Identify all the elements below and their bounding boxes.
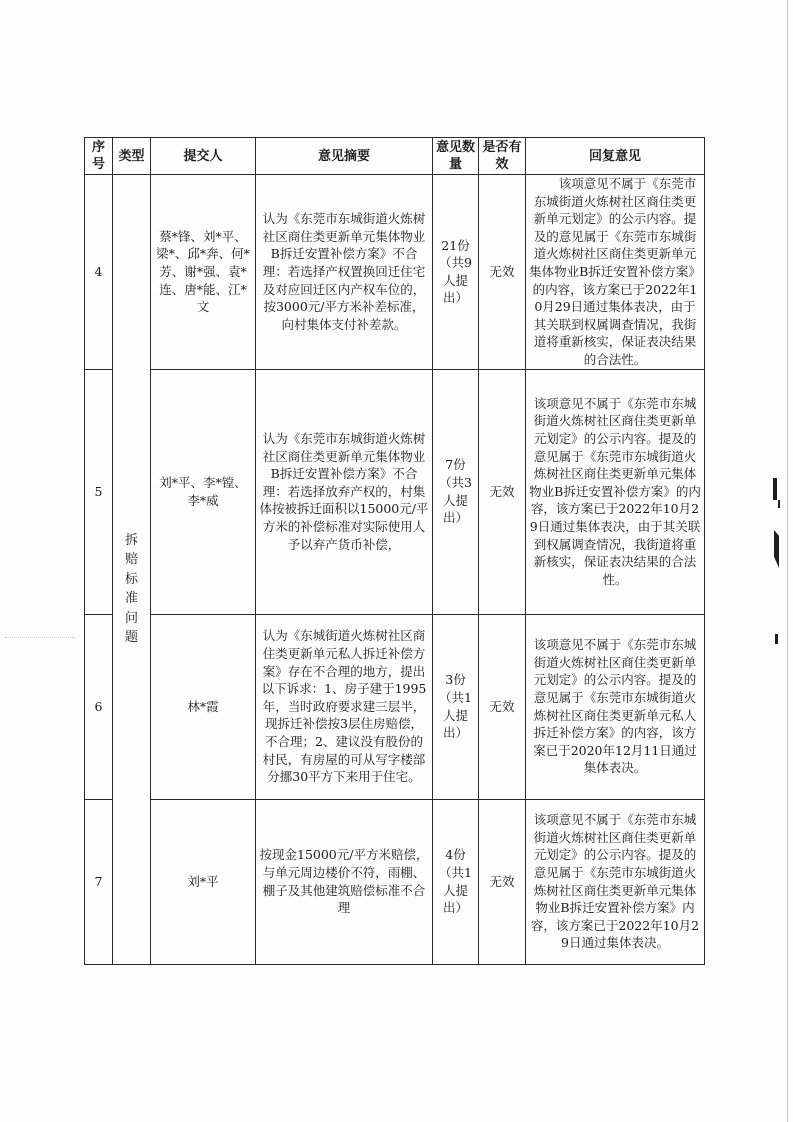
header-valid: 是否有效 xyxy=(479,138,526,175)
row-submitter: 刘*平 xyxy=(151,799,256,964)
table-row xyxy=(85,799,705,964)
row-reply: 该项意见不属于《东莞市东城街道火炼树社区商住类更新单元划定》的公示内容。提及的意见属于《东莞市东城街道火炼树社区商住类更新单元集体物业B拆迁安置补偿方案》内容，该方案已于2022年10月29日通过集体表决。 xyxy=(526,799,705,964)
table-row xyxy=(85,614,705,799)
type-group-label: 拆赔标准问题 xyxy=(124,532,138,646)
type-group-cell xyxy=(113,175,151,965)
row-submitter: 林*霞 xyxy=(151,614,256,799)
row-reply: 该项意见不属于《东莞市东城街道火炼树社区商住类更新单元划定》的公示内容。提及的意见属于《东莞市东城街道火炼树社区商住类更新单元集体物业B拆迁安置补偿方案》的内容，该方案已于2022年10月29日通过集体表决，由于其关联到权属调查情况，我街道将重新核实，保证表决结果的合法性。 xyxy=(526,369,705,614)
seal-fragment-mark xyxy=(774,530,779,568)
row-valid: 无效 xyxy=(479,369,526,614)
public-opinion-table xyxy=(84,137,705,965)
seal-fragment-mark xyxy=(778,500,780,508)
row-count: 21份（共9人提出） xyxy=(433,175,479,370)
table-row xyxy=(85,175,705,370)
row-no: 6 xyxy=(85,614,113,799)
seal-fragment-mark xyxy=(775,634,778,644)
table-header-row xyxy=(85,138,705,175)
row-no: 7 xyxy=(85,799,113,964)
row-count: 4份（共1人提出） xyxy=(433,799,479,964)
header-reply: 回复意见 xyxy=(526,138,705,175)
row-summary: 认为《东莞市东城街道火炼树社区商住类更新单元集体物业B拆迁安置补偿方案》不合理：若选择放弃产权的，村集体按被拆迁面积以15000元/平方米的补偿标准对实际使用人予以弃产货币补偿， xyxy=(256,369,433,614)
page-edge-line xyxy=(787,0,788,1122)
row-valid: 无效 xyxy=(479,614,526,799)
seal-fragment-mark xyxy=(773,478,777,500)
table-row xyxy=(85,369,705,614)
row-valid: 无效 xyxy=(479,175,526,370)
row-summary: 认为《东城街道火炼树社区商住类更新单元私人拆迁补偿方案》存在不合理的地方，提出以下诉求：1、房子建于1995年，当时政府要求建三层半，现拆迁补偿按3层住房赔偿，不合理；2、建议没有股份的村民，有房屋的可从写字楼部分挪30平方下来用于住宅。 xyxy=(256,614,433,799)
row-valid: 无效 xyxy=(479,799,526,964)
header-submitter: 提交人 xyxy=(151,138,256,175)
header-no: 序号 xyxy=(85,138,113,175)
row-reply: 该项意见不属于《东莞市东城街道火炼树社区商住类更新单元划定》的公示内容。提及的意见属于《东莞市东城街道火炼树社区商住类更新单元私人拆迁补偿方案》的内容，该方案已于2020年12月11日通过集体表决。 xyxy=(526,614,705,799)
row-submitter: 刘*平、李*镗、李*威 xyxy=(151,369,256,614)
row-reply-text: 该项意见不属于《东莞市东城街道火炼树社区商住类更新单元划定》的公示内容。提及的意见属于《东莞市东城街道火炼树社区商住类更新单元集体物业B拆迁安置补偿方案》的内容，该方案已于2022年10月29日通过集体表决，由于其关联到权属调查情况，我街道将重新核实，保证表决结果的合法性。 xyxy=(529,176,701,367)
row-no: 4 xyxy=(85,175,113,370)
row-no: 5 xyxy=(85,369,113,614)
header-summary: 意见摘要 xyxy=(256,138,433,175)
row-summary: 按现金15000元/平方米赔偿，与单元周边楼价不符，雨棚、棚子及其他建筑赔偿标准不合理 xyxy=(256,799,433,964)
row-submitter: 蔡*锋、刘*平、梁*、邱*奔、何*芳、谢*强、袁*连、唐*能、江*文 xyxy=(151,175,256,370)
row-count: 3份（共1人提出） xyxy=(433,614,479,799)
row-count: 7份（共3人提出） xyxy=(433,369,479,614)
scan-noise xyxy=(5,637,75,639)
header-count: 意见数量 xyxy=(433,138,479,175)
header-type: 类型 xyxy=(113,138,151,175)
row-reply xyxy=(526,175,705,370)
row-summary: 认为《东莞市东城街道火炼树社区商住类更新单元集体物业B拆迁安置补偿方案》不合理：若选择产权置换回迁住宅及对应回迁区内产权车位的，按3000元/平方米补差标准，向村集体支付补差款。 xyxy=(256,175,433,370)
